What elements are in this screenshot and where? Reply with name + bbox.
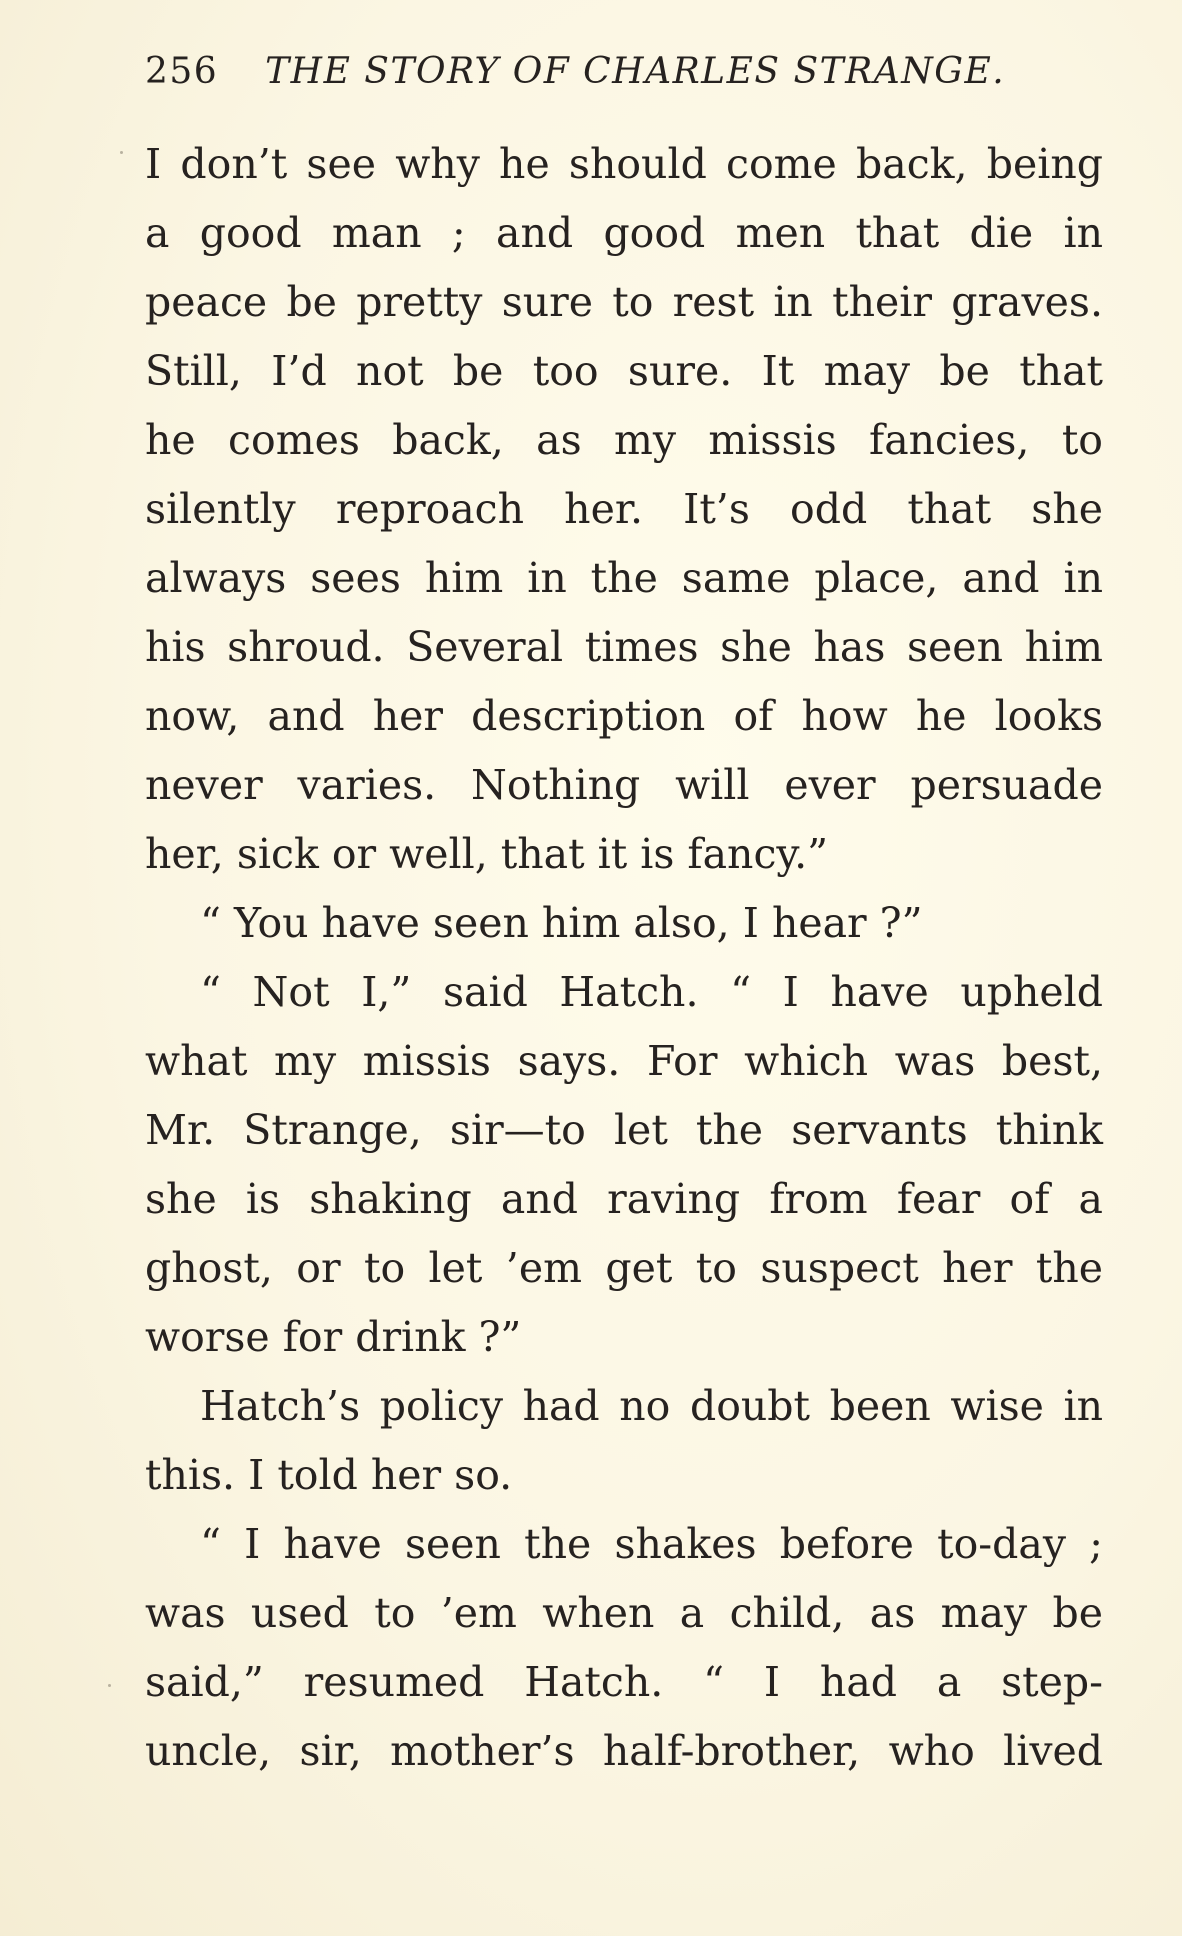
paper-speck	[108, 1684, 111, 1687]
text-line: Hatch’s policy had no doubt been wise in	[200, 1382, 1103, 1430]
text-line: I don’t see why he should come back, being	[145, 140, 1103, 188]
text-line: always sees him in the same place, and in	[145, 554, 1103, 602]
text-line: said,” resumed Hatch. “ I had a step-	[145, 1658, 1103, 1706]
text-line: never varies. Nothing will ever persuade	[145, 761, 1103, 809]
text-line: this. I told her so.	[145, 1451, 513, 1499]
running-title: THE STORY OF CHARLES STRANGE.	[265, 51, 1006, 92]
text-line: “ I have seen the shakes before to-day ;	[200, 1520, 1103, 1568]
text-line: Still, I’d not be too sure. It may be that	[145, 347, 1103, 395]
text-line: her, sick or well, that it is fancy.”	[145, 830, 829, 878]
text-line: now, and her description of how he looks	[145, 692, 1103, 740]
text-line: “ Not I,” said Hatch. “ I have upheld	[200, 968, 1103, 1016]
text-line: ghost, or to let ’em get to suspect her the	[145, 1244, 1103, 1292]
text-line: she is shaking and raving from fear of a	[145, 1175, 1103, 1223]
body-text	[145, 130, 1103, 1786]
page-number: 256	[145, 51, 219, 92]
text-line: what my missis says. For which was best,	[145, 1037, 1103, 1085]
text-line: silently reproach her. It’s odd that she	[145, 485, 1103, 533]
text-line: Mr. Strange, sir—to let the servants think	[145, 1106, 1103, 1154]
paper-speck	[120, 151, 123, 154]
text-line: was used to ’em when a child, as may be	[145, 1589, 1103, 1637]
text-line: “ You have seen him also, I hear ?”	[200, 899, 923, 947]
running-head	[145, 46, 1105, 98]
text-line: uncle, sir, mother’s half-brother, who lived	[145, 1727, 1103, 1775]
text-line: peace be pretty sure to rest in their graves.	[145, 278, 1103, 326]
text-line: a good man ; and good men that die in	[145, 209, 1103, 257]
text-line: his shroud. Several times she has seen him	[145, 623, 1103, 671]
text-line: he comes back, as my missis fancies, to	[145, 416, 1103, 464]
text-line: worse for drink ?”	[145, 1313, 522, 1361]
